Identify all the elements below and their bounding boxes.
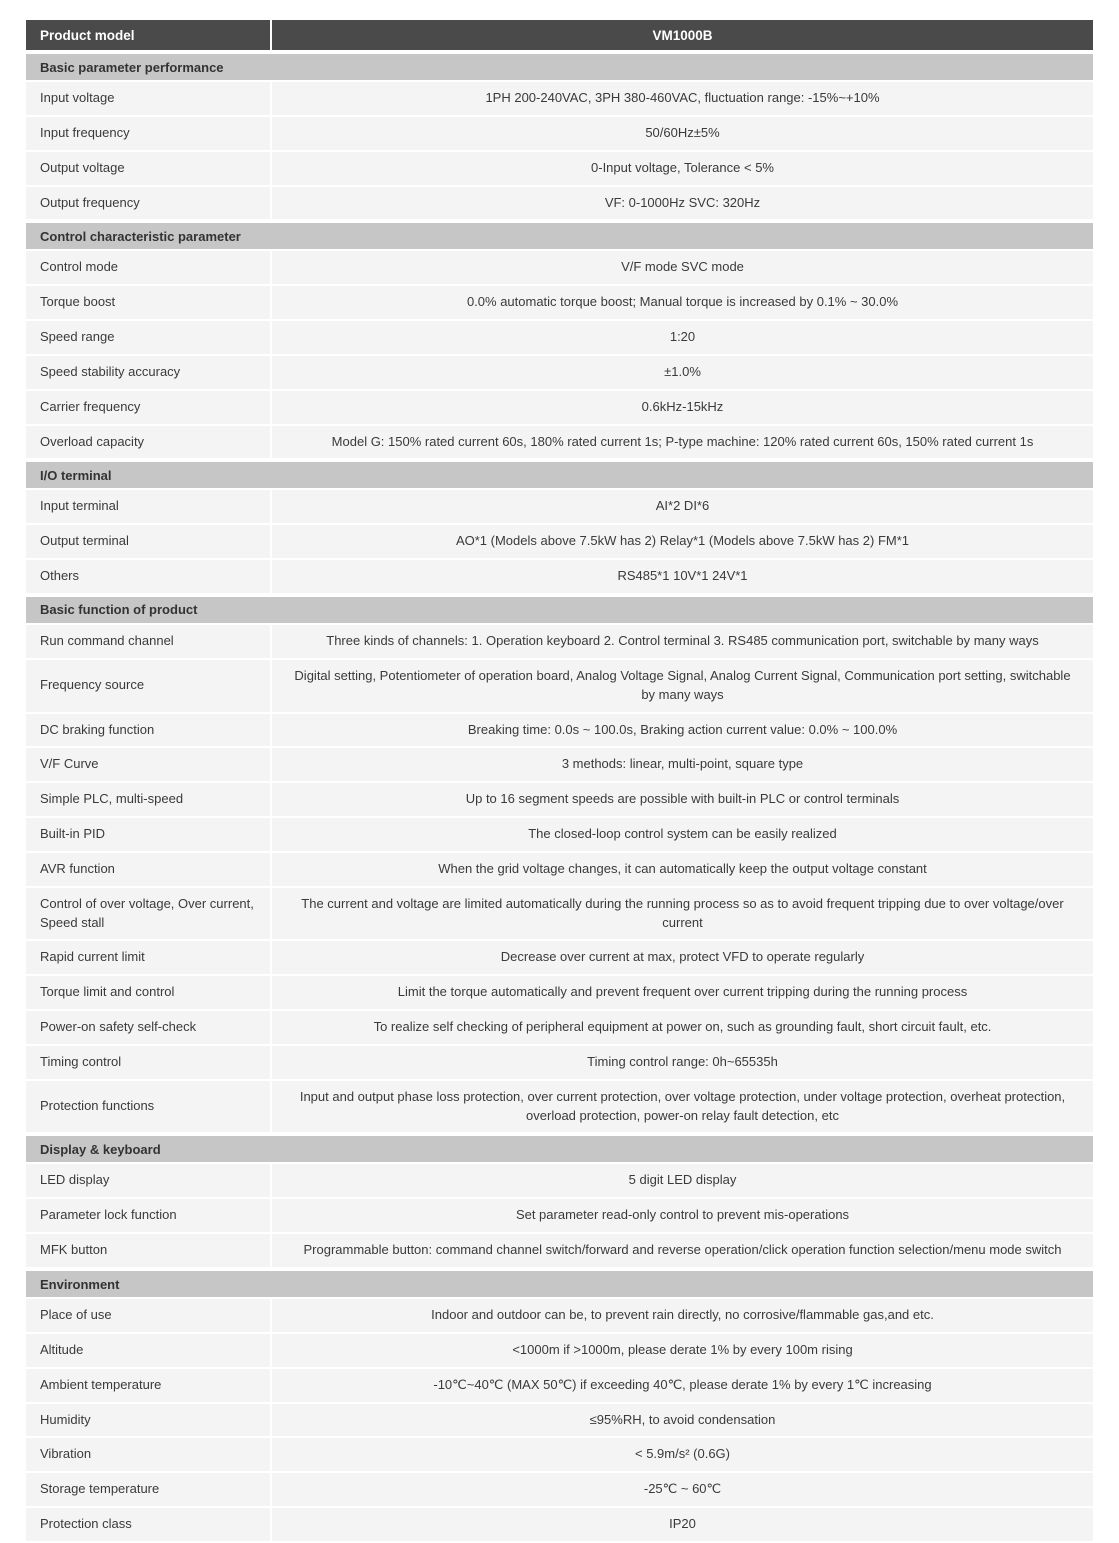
parameter-label: Storage temperature [26, 1473, 270, 1508]
parameter-label: Output terminal [26, 525, 270, 560]
table-row [26, 1199, 1093, 1234]
table-row [26, 1011, 1093, 1046]
table-row [26, 187, 1093, 222]
parameter-value: 1PH 200-240VAC, 3PH 380-460VAC, fluctuation range: -15%~+10% [270, 82, 1093, 117]
parameter-value: 0.0% automatic torque boost; Manual torque is increased by 0.1% ~ 30.0% [270, 286, 1093, 321]
parameter-label: Power-on safety self-check [26, 1011, 270, 1046]
table-row [26, 853, 1093, 888]
parameter-value: ±1.0% [270, 356, 1093, 391]
parameter-value: <1000m if >1000m, please derate 1% by every 100m rising [270, 1334, 1093, 1369]
parameter-label: Input frequency [26, 117, 270, 152]
parameter-label: Protection class [26, 1508, 270, 1543]
parameter-value: Input and output phase loss protection, over current protection, over voltage protection, under voltage protection, overheat protection, overload protection, power-on relay fault detection, etc [270, 1081, 1093, 1135]
parameter-label: Others [26, 560, 270, 595]
parameter-value: Model G: 150% rated current 60s, 180% rated current 1s; P-type machine: 120% rated current 60s, 150% rated current 1s [270, 426, 1093, 461]
section-header-row [26, 1134, 1093, 1164]
parameter-value: Decrease over current at max, protect VFD to operate regularly [270, 941, 1093, 976]
header-model-cell: VM1000B [270, 20, 1093, 52]
parameter-value: Three kinds of channels: 1. Operation keyboard 2. Control terminal 3. RS485 communication port, switchable by many ways [270, 625, 1093, 660]
parameter-label: Speed range [26, 321, 270, 356]
parameter-value: < 5.9m/s² (0.6G) [270, 1438, 1093, 1473]
parameter-label: Parameter lock function [26, 1199, 270, 1234]
parameter-label: V/F Curve [26, 748, 270, 783]
parameter-value: -25℃ ~ 60℃ [270, 1473, 1093, 1508]
parameter-label: Protection functions [26, 1081, 270, 1135]
table-row [26, 1334, 1093, 1369]
parameter-label: Input voltage [26, 82, 270, 117]
parameter-value: 0-Input voltage, Tolerance < 5% [270, 152, 1093, 187]
table-header-row [26, 20, 1093, 52]
parameter-label: Control of over voltage, Over current, Speed stall [26, 888, 270, 942]
specification-sheet [26, 20, 1093, 1543]
parameter-value: VF: 0-1000Hz SVC: 320Hz [270, 187, 1093, 222]
table-row [26, 525, 1093, 560]
parameter-label: LED display [26, 1164, 270, 1199]
parameter-label: Ambient temperature [26, 1369, 270, 1404]
parameter-value: Set parameter read-only control to prevent mis-operations [270, 1199, 1093, 1234]
section-header-row [26, 460, 1093, 490]
parameter-label: Control mode [26, 251, 270, 286]
parameter-value: IP20 [270, 1508, 1093, 1543]
section-header-row [26, 52, 1093, 82]
parameter-value: Programmable button: command channel switch/forward and reverse operation/click operation function selection/menu mode switch [270, 1234, 1093, 1269]
table-row [26, 783, 1093, 818]
table-row [26, 1299, 1093, 1334]
table-row [26, 490, 1093, 525]
parameter-value: Digital setting, Potentiometer of operation board, Analog Voltage Signal, Analog Current Signal, Communication port setting, switchable by many ways [270, 660, 1093, 714]
parameter-label: DC braking function [26, 714, 270, 749]
table-row [26, 818, 1093, 853]
parameter-value: The current and voltage are limited automatically during the running process so as to avoid frequent tripping due to over voltage/over current [270, 888, 1093, 942]
parameter-label: Humidity [26, 1404, 270, 1439]
table-row [26, 1234, 1093, 1269]
table-row [26, 560, 1093, 595]
specification-table [26, 20, 1093, 1543]
section-title: Basic parameter performance [26, 52, 1093, 82]
parameter-label: Carrier frequency [26, 391, 270, 426]
table-row [26, 391, 1093, 426]
parameter-label: Input terminal [26, 490, 270, 525]
section-title: Control characteristic parameter [26, 221, 1093, 251]
table-row [26, 152, 1093, 187]
parameter-value: When the grid voltage changes, it can automatically keep the output voltage constant [270, 853, 1093, 888]
parameter-label: MFK button [26, 1234, 270, 1269]
parameter-value: Breaking time: 0.0s ~ 100.0s, Braking action current value: 0.0% ~ 100.0% [270, 714, 1093, 749]
parameter-value: ≤95%RH, to avoid condensation [270, 1404, 1093, 1439]
parameter-value: V/F mode SVC mode [270, 251, 1093, 286]
parameter-label: Run command channel [26, 625, 270, 660]
parameter-label: Rapid current limit [26, 941, 270, 976]
parameter-label: AVR function [26, 853, 270, 888]
parameter-label: Torque boost [26, 286, 270, 321]
table-row [26, 426, 1093, 461]
table-row [26, 748, 1093, 783]
section-title: Environment [26, 1269, 1093, 1299]
parameter-label: Frequency source [26, 660, 270, 714]
parameter-value: Up to 16 segment speeds are possible with built-in PLC or control terminals [270, 783, 1093, 818]
table-row [26, 941, 1093, 976]
parameter-label: Torque limit and control [26, 976, 270, 1011]
parameter-value: 1:20 [270, 321, 1093, 356]
parameter-value: Limit the torque automatically and prevent frequent over current tripping during the running process [270, 976, 1093, 1011]
parameter-label: Built-in PID [26, 818, 270, 853]
table-row [26, 321, 1093, 356]
table-body [26, 20, 1093, 1543]
table-row [26, 1369, 1093, 1404]
table-row [26, 1081, 1093, 1135]
table-row [26, 82, 1093, 117]
table-row [26, 1473, 1093, 1508]
parameter-value: 50/60Hz±5% [270, 117, 1093, 152]
parameter-value: 0.6kHz-15kHz [270, 391, 1093, 426]
parameter-label: Altitude [26, 1334, 270, 1369]
table-row [26, 1164, 1093, 1199]
table-row [26, 251, 1093, 286]
table-row [26, 1046, 1093, 1081]
table-row [26, 660, 1093, 714]
parameter-label: Output frequency [26, 187, 270, 222]
parameter-value: AI*2 DI*6 [270, 490, 1093, 525]
parameter-label: Speed stability accuracy [26, 356, 270, 391]
parameter-value: 3 methods: linear, multi-point, square type [270, 748, 1093, 783]
parameter-value: 5 digit LED display [270, 1164, 1093, 1199]
table-row [26, 976, 1093, 1011]
section-header-row [26, 1269, 1093, 1299]
parameter-label: Vibration [26, 1438, 270, 1473]
parameter-label: Timing control [26, 1046, 270, 1081]
table-row [26, 625, 1093, 660]
header-label-cell: Product model [26, 20, 270, 52]
table-row [26, 356, 1093, 391]
parameter-label: Overload capacity [26, 426, 270, 461]
parameter-value: RS485*1 10V*1 24V*1 [270, 560, 1093, 595]
table-row [26, 1404, 1093, 1439]
section-title: I/O terminal [26, 460, 1093, 490]
parameter-label: Place of use [26, 1299, 270, 1334]
table-row [26, 286, 1093, 321]
section-header-row [26, 595, 1093, 625]
table-row [26, 714, 1093, 749]
parameter-value: To realize self checking of peripheral equipment at power on, such as grounding fault, short circuit fault, etc. [270, 1011, 1093, 1046]
section-header-row [26, 221, 1093, 251]
parameter-label: Output voltage [26, 152, 270, 187]
parameter-value: Timing control range: 0h~65535h [270, 1046, 1093, 1081]
parameter-value: The closed-loop control system can be easily realized [270, 818, 1093, 853]
table-row [26, 1508, 1093, 1543]
table-row [26, 888, 1093, 942]
section-title: Display & keyboard [26, 1134, 1093, 1164]
table-row [26, 117, 1093, 152]
parameter-value: AO*1 (Models above 7.5kW has 2) Relay*1 (Models above 7.5kW has 2) FM*1 [270, 525, 1093, 560]
table-row [26, 1438, 1093, 1473]
parameter-value: Indoor and outdoor can be, to prevent rain directly, no corrosive/flammable gas,and etc. [270, 1299, 1093, 1334]
parameter-label: Simple PLC, multi-speed [26, 783, 270, 818]
parameter-value: -10℃~40℃ (MAX 50℃) if exceeding 40℃, please derate 1% by every 1℃ increasing [270, 1369, 1093, 1404]
section-title: Basic function of product [26, 595, 1093, 625]
